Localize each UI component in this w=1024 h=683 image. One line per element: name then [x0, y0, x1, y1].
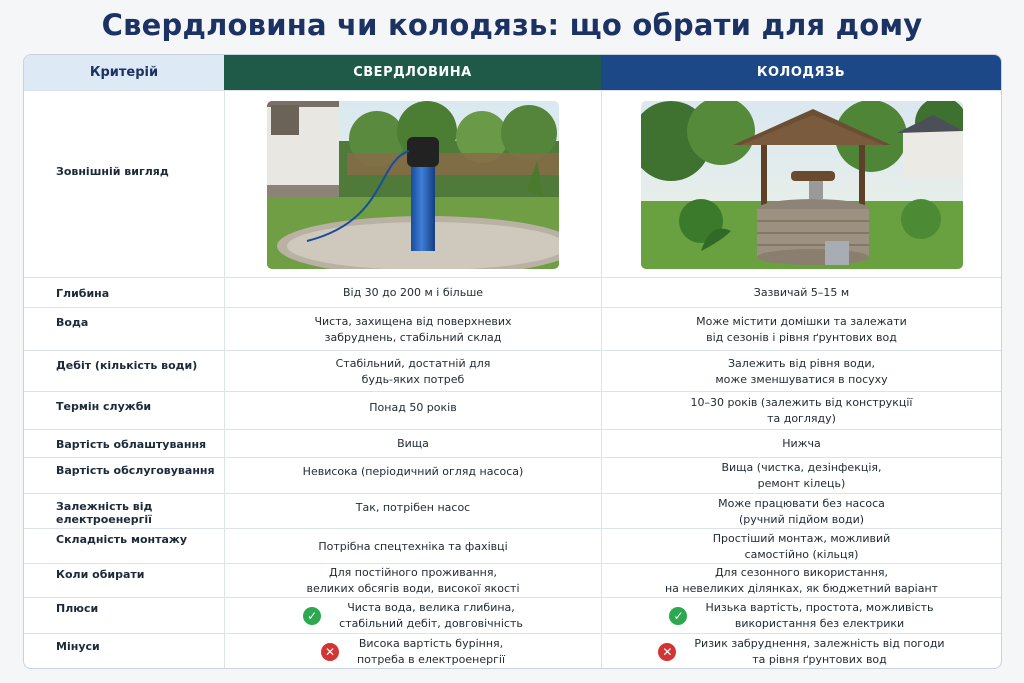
- row-label: Складність монтажу: [56, 533, 188, 546]
- borehole-value: Понад 50 років: [224, 392, 601, 430]
- well-value: Вища (чистка, дезінфекція, ремонт кілець): [601, 458, 1001, 494]
- well-cons: Ризик забруднення, залежність від погоди та рівня ґрунтових вод: [694, 636, 945, 666]
- well-value: Може містити домішки та залежати від сезонів і рівня ґрунтових вод: [601, 308, 1001, 351]
- table-row: [24, 457, 1001, 494]
- row-label: Зовнішній вигляд: [56, 165, 169, 178]
- row-label: Дебіт (кількість води): [56, 359, 198, 372]
- borehole-value: Так, потрібен насос: [224, 494, 601, 529]
- table-row: [24, 350, 1001, 392]
- table-row-appearance: [24, 90, 1001, 278]
- table-header: [24, 55, 1001, 90]
- row-label: Вартість облаштування: [56, 437, 207, 451]
- row-label: Вода: [56, 316, 89, 329]
- borehole-image: [267, 101, 559, 269]
- well-value: Простіший монтаж, можливий самостійно (кільця): [601, 529, 1001, 564]
- header-borehole: СВЕРДЛОВИНА: [224, 55, 601, 90]
- header-criterion: Критерій: [24, 55, 224, 90]
- row-label: Плюси: [56, 602, 99, 615]
- well-image: [641, 101, 963, 269]
- row-label: Коли обирати: [56, 568, 145, 581]
- page-title: Свердловина чи колодязь: що обрати для дому: [101, 8, 923, 42]
- check-circle-icon: ✓: [669, 607, 687, 625]
- row-label: Термін служби: [56, 400, 152, 413]
- table-row: [24, 493, 1001, 529]
- table-row: [24, 307, 1001, 351]
- well-value: Зазвичай 5–15 м: [601, 278, 1001, 308]
- borehole-cons-cell: [224, 634, 601, 669]
- borehole-value: Від 30 до 200 м і більше: [224, 278, 601, 308]
- row-label: Мінуси: [56, 640, 100, 653]
- borehole-cons: Висока вартість буріння, потреба в електроенергії: [356, 636, 505, 666]
- comparison-table: [23, 54, 1002, 669]
- x-circle-icon: ✕: [321, 643, 339, 661]
- borehole-value: Для постійного проживання, великих обсягів води, високої якості: [224, 564, 601, 598]
- borehole-value: Стабільний, достатній для будь-яких потреб: [224, 351, 601, 392]
- well-pros-cell: [601, 598, 1001, 634]
- table-row-pros: [24, 597, 1001, 634]
- borehole-value: Чиста, захищена від поверхневих забруднень, стабільний склад: [224, 308, 601, 351]
- table-row: [24, 528, 1001, 564]
- borehole-pros-cell: [224, 598, 601, 634]
- well-value: Залежить від рівня води, може зменшуватися в посуху: [601, 351, 1001, 392]
- row-label: Залежність від електроенергії: [56, 500, 153, 526]
- borehole-pros: Чиста вода, велика глибина, стабільний дебіт, довговічність: [339, 601, 523, 630]
- well-value: Для сезонного використання, на невеликих ділянках, як бюджетний варіант: [601, 564, 1001, 598]
- table-row: [24, 429, 1001, 458]
- borehole-value: Потрібна спецтехніка та фахівці: [224, 529, 601, 564]
- well-value: Може працювати без насоса (ручний підйом води): [601, 494, 1001, 529]
- x-circle-icon: ✕: [658, 643, 676, 661]
- well-value: 10–30 років (залежить від конструкції та догляду): [601, 392, 1001, 430]
- table-row: [24, 563, 1001, 598]
- well-pros: Низька вартість, простота, можливість використання без електрики: [705, 601, 934, 630]
- check-circle-icon: ✓: [303, 607, 321, 625]
- borehole-image-cell: [224, 91, 601, 278]
- well-image-cell: [601, 91, 1001, 278]
- well-cons-cell: [601, 634, 1001, 669]
- table-row: [24, 277, 1001, 308]
- well-value: Нижча: [601, 430, 1001, 458]
- borehole-value: Невисока (періодичний огляд насоса): [224, 458, 601, 494]
- row-label: Глибина: [56, 286, 110, 300]
- row-label: Вартість обслуговування: [56, 464, 215, 477]
- header-well: КОЛОДЯЗЬ: [601, 55, 1001, 90]
- table-row: [24, 391, 1001, 430]
- borehole-value: Вища: [224, 430, 601, 458]
- table-row-cons: [24, 633, 1001, 669]
